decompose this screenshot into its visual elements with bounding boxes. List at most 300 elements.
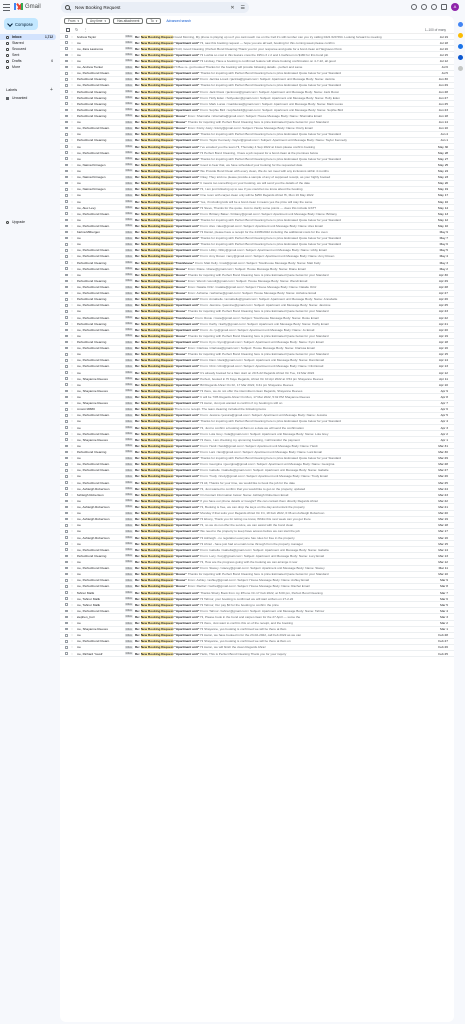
row-checkbox[interactable] [65,390,68,393]
row-checkbox[interactable] [65,102,68,105]
row-checkbox[interactable] [65,542,68,545]
star-icon[interactable]: ☆ [70,107,74,112]
row-checkbox[interactable] [65,133,68,136]
row-checkbox[interactable] [65,383,68,386]
row-date: Jul 6 [441,65,448,70]
row-checkbox[interactable] [65,463,68,466]
star-icon[interactable]: ☆ [70,504,74,509]
star-icon[interactable]: ☆ [70,327,74,332]
labels-heading: Labels [6,88,18,92]
row-checkbox[interactable] [65,212,68,215]
gmail-logo[interactable] [14,3,41,10]
star-icon[interactable]: ☆ [70,278,74,283]
row-date: Mar 26 [438,474,448,479]
unread-count: 1,712 [45,35,53,39]
star-icon[interactable]: ☆ [70,352,74,357]
star-icon[interactable]: ☆ [70,321,74,326]
star-icon[interactable]: ☆ [70,101,74,106]
row-sender: me [76,352,81,357]
row-checkbox[interactable] [65,310,68,313]
star-icon[interactable]: ☆ [70,608,74,613]
row-quote: "Apartment unit" [174,395,200,399]
star-icon[interactable]: ☆ [70,596,74,601]
star-icon[interactable]: ☆ [70,419,74,424]
row-checkbox[interactable] [65,182,68,185]
row-date: May 20 [438,181,449,186]
search-bar[interactable] [61,2,249,13]
row-checkbox[interactable] [65,438,68,441]
row-checkbox[interactable] [65,481,68,484]
row-checkbox[interactable] [65,500,68,503]
upgrade-link[interactable] [6,220,25,224]
contacts-icon[interactable] [458,55,463,60]
row-checkbox[interactable] [65,457,68,460]
row-sender: me, Shayanne Reeves [76,388,108,393]
star-icon[interactable]: ☆ [70,559,74,564]
row-checkbox[interactable] [65,634,68,637]
chip-to[interactable]: To ▾ [146,18,161,24]
clear-search-icon[interactable]: ✕ [230,4,235,11]
row-checkbox[interactable] [65,469,68,472]
star-icon[interactable]: ☆ [70,40,74,45]
row-snippet: From: Rachel <rachel@gmail.com> Subject: House Message Body: Name: Rachel Email [187,584,310,589]
message-row[interactable] [60,651,454,657]
star-icon[interactable]: ☆ [70,126,74,131]
star-icon[interactable]: ☆ [70,144,74,149]
keep-icon[interactable] [458,33,463,38]
star-icon[interactable]: ☆ [70,315,74,320]
star-icon[interactable]: ☆ [70,474,74,479]
row-checkbox[interactable] [65,35,68,38]
row-checkbox[interactable] [65,127,68,130]
star-icon[interactable]: ☆ [70,456,74,461]
row-checkbox[interactable] [65,151,68,154]
star-icon[interactable]: ☆ [70,633,74,638]
row-checkbox[interactable] [65,219,68,222]
add-label-icon[interactable]: + [50,87,53,93]
star-icon[interactable]: ☆ [70,480,74,485]
star-icon[interactable]: ☆ [70,223,74,228]
star-icon[interactable]: ☆ [70,431,74,436]
star-icon[interactable]: ☆ [70,413,74,418]
row-checkbox[interactable] [65,487,68,490]
star-icon[interactable]: ☆ [70,651,74,656]
row-checkbox[interactable] [65,610,68,613]
row-checkbox[interactable] [65,164,68,167]
inbox-tag: Inbox [125,254,132,258]
row-checkbox[interactable] [65,353,68,356]
row-date: Apr 2 [440,431,448,436]
star-icon[interactable]: ☆ [70,566,74,571]
compose-button[interactable] [4,18,38,30]
row-checkbox[interactable] [65,292,68,295]
row-checkbox[interactable] [65,555,68,558]
row-checkbox[interactable] [65,170,68,173]
row-quote: "Apartment unit" [174,443,200,448]
apps-grid-icon[interactable] [441,4,447,10]
row-checkbox[interactable] [65,329,68,332]
row-date: Apr 6 [440,407,448,412]
row-checkbox[interactable] [65,579,68,582]
row-checkbox[interactable] [65,322,68,325]
row-date: Mar 20 [438,511,448,516]
row-checkbox[interactable] [65,506,68,509]
star-icon[interactable]: ☆ [70,217,74,222]
star-icon[interactable]: ☆ [70,309,74,314]
row-checkbox[interactable] [65,475,68,478]
row-quote: "House" [174,291,187,296]
row-sender: Perfectbond Cleaning [76,553,107,558]
row-checkbox[interactable] [65,573,68,576]
star-icon[interactable]: ☆ [70,230,74,235]
row-checkbox[interactable] [65,377,68,380]
row-checkbox[interactable] [65,225,68,228]
row-checkbox[interactable] [65,72,68,75]
star-icon[interactable]: ☆ [70,333,74,338]
star-icon[interactable]: ☆ [70,535,74,540]
account-avatar[interactable]: A [451,3,459,11]
star-icon[interactable]: ☆ [70,395,74,399]
star-icon[interactable]: ☆ [70,498,74,503]
row-checkbox[interactable] [65,548,68,551]
row-quote: "Apartment unit" [174,211,200,216]
star-icon[interactable]: ☆ [70,425,74,430]
star-icon[interactable]: ☆ [70,388,74,393]
inbox-tag: Inbox [125,41,132,45]
star-icon[interactable]: ☆ [70,211,74,216]
row-quote: "Apartment unit" [174,303,200,308]
inbox-tag: Inbox [125,413,132,417]
star-icon[interactable]: ☆ [70,449,74,454]
select-all-checkbox[interactable] [66,28,70,32]
star-icon[interactable]: ☆ [70,77,74,82]
row-checkbox[interactable] [65,249,68,252]
star-icon[interactable]: ☆ [70,120,74,125]
star-icon[interactable]: ☆ [70,71,74,76]
row-checkbox[interactable] [65,396,68,399]
row-sender: me, Perfectbond Cleani. [76,547,110,552]
row-checkbox[interactable] [65,628,68,631]
star-icon[interactable]: ☆ [70,150,74,155]
refresh-icon[interactable]: ↻ [75,27,79,32]
star-icon[interactable]: ☆ [70,175,74,180]
row-checkbox[interactable] [65,280,68,283]
row-checkbox[interactable] [65,414,68,417]
row-checkbox[interactable] [65,145,68,148]
star-icon[interactable]: ☆ [70,602,74,607]
row-checkbox[interactable] [65,652,68,655]
star-icon[interactable]: ☆ [70,156,74,161]
row-quote: "Apartment unit" [174,370,200,375]
star-icon[interactable]: ☆ [70,132,74,137]
star-icon[interactable]: ☆ [70,205,74,210]
row-checkbox[interactable] [65,451,68,454]
search-highlight: New Booking Request [140,645,174,650]
row-checkbox[interactable] [65,261,68,264]
star-icon[interactable]: ☆ [70,627,74,632]
row-snippet: From: Jack Rossi <jackrossi@gmail.com> Subject: Apartment unit Message Body: Name: Jack Rossi [200,89,339,94]
star-icon[interactable]: ☆ [70,34,74,39]
row-checkbox[interactable] [65,561,68,564]
star-icon[interactable]: ☆ [70,486,74,491]
row-date: Mar 3 [440,614,448,619]
row-checkbox[interactable] [65,96,68,99]
add-app-icon[interactable] [458,66,463,71]
star-icon[interactable]: ☆ [70,199,74,204]
row-snippet: From: Tahnur <tahnur@gmail.com> Subject: Apartment unit Message Body: Name: Tahnur [200,608,325,613]
star-icon[interactable]: ☆ [70,401,74,406]
star-icon[interactable]: ☆ [70,168,74,173]
row-checkbox[interactable] [65,267,68,270]
star-icon[interactable]: ☆ [70,358,74,363]
row-subject: Re: New Booking Request "Apartment unit" [134,340,200,345]
row-checkbox[interactable] [65,646,68,649]
row-checkbox[interactable] [65,243,68,246]
row-sender: me, Andrew Tucker [76,65,104,70]
star-icon[interactable]: ☆ [70,340,74,345]
sidebar-item-more[interactable] [0,64,56,70]
row-checkbox[interactable] [65,567,68,570]
chip-has-attachment[interactable] [113,18,143,24]
row-checkbox[interactable] [65,231,68,234]
row-subject: Re: New Booking Request "Apartment unit" [134,150,200,155]
row-checkbox[interactable] [65,585,68,588]
star-icon[interactable]: ☆ [70,162,74,167]
row-checkbox[interactable] [65,60,68,63]
search-input[interactable] [75,5,215,10]
settings-gear-icon[interactable] [431,4,437,10]
row-checkbox[interactable] [65,603,68,606]
star-icon[interactable]: ☆ [70,236,74,241]
star-icon[interactable]: ☆ [70,614,74,619]
row-sender: me [76,559,81,564]
row-sender: me [76,511,81,516]
star-icon[interactable]: ☆ [70,443,74,448]
more-vert-icon[interactable]: ⋮ [83,27,88,32]
row-checkbox[interactable] [65,512,68,515]
row-checkbox[interactable] [65,365,68,368]
row-date: Mar 23 [438,492,448,497]
star-icon[interactable]: ☆ [70,553,74,558]
row-snippet: From: Trudy <trudy@gmail.com> Subject: Apartment unit Message Body: Name: Trudy Email [200,474,328,479]
star-icon[interactable]: ☆ [70,297,74,302]
row-checkbox[interactable] [65,66,68,69]
star-icon[interactable]: ☆ [70,547,74,552]
star-icon[interactable]: ☆ [70,621,74,626]
row-date: Mar 19 [438,517,448,522]
row-quote: "Apartment unit" [174,517,200,522]
star-icon[interactable]: ☆ [70,541,74,546]
row-snippet: Good to hear that, we have scheduled your booking for the requested date [200,162,303,167]
row-checkbox[interactable] [65,90,68,93]
search-icon[interactable] [65,5,71,11]
row-checkbox[interactable] [65,530,68,533]
row-checkbox[interactable] [65,359,68,362]
row-checkbox[interactable] [65,188,68,191]
tasks-icon[interactable] [458,44,463,49]
active-status-icon[interactable] [411,4,417,10]
search-highlight: New Booking Request [140,113,174,118]
row-checkbox[interactable] [65,432,68,435]
row-checkbox[interactable] [65,194,68,197]
calendar-icon[interactable] [458,22,463,27]
star-icon[interactable]: ☆ [70,187,74,192]
row-checkbox[interactable] [65,176,68,179]
row-date: Jun 27 [438,95,448,100]
row-date: Apr 26 [438,297,448,302]
row-checkbox[interactable] [65,402,68,405]
row-checkbox[interactable] [65,304,68,307]
row-checkbox[interactable] [65,298,68,301]
row-checkbox[interactable] [65,640,68,643]
row-checkbox[interactable] [65,286,68,289]
row-checkbox[interactable] [65,622,68,625]
row-checkbox[interactable] [65,335,68,338]
star-icon[interactable]: ☆ [70,52,74,57]
pagination-info: 1–100 of many [424,27,446,32]
row-snippet: Hi Steve, Thanks for the quote. Just to clarify some points — does this include GST? [200,205,317,210]
star-icon[interactable]: ☆ [70,511,74,516]
row-checkbox[interactable] [65,237,68,240]
row-sender: me, Perfectbond Cleani. [76,126,110,131]
star-icon[interactable]: ☆ [70,639,74,644]
main-menu-icon[interactable] [3,4,10,11]
star-icon[interactable]: ☆ [70,254,74,259]
row-subject: Re: New Booking Request "House" [134,572,187,577]
star-icon[interactable]: ☆ [70,517,74,522]
row-checkbox[interactable] [65,371,68,374]
chip-from[interactable]: From ▾ [64,18,83,24]
row-checkbox[interactable] [65,347,68,350]
star-icon[interactable]: ☆ [70,529,74,534]
row-checkbox[interactable] [65,200,68,203]
star-icon[interactable]: ☆ [70,364,74,369]
row-checkbox[interactable] [65,408,68,411]
row-checkbox[interactable] [65,41,68,44]
row-subject: Re: New Booking Request "Apartment unit" [134,596,200,601]
row-snippet: Thanks for inquiring with Perfect Bond Cleaning here is price Estimated Quote below for your Standard [187,120,329,125]
star-icon[interactable]: ☆ [70,266,74,271]
label-unwanted[interactable] [6,96,27,100]
star-icon[interactable]: ☆ [70,572,74,577]
star-icon[interactable]: ☆ [70,468,74,473]
row-checkbox[interactable] [65,420,68,423]
row-checkbox[interactable] [65,255,68,258]
row-snippet: From: Mark Lucas <marklucas@gmail.com> Subject: Apartment unit Message Body: Name: Mark Lucas [200,101,343,106]
row-checkbox[interactable] [65,206,68,209]
star-icon[interactable]: ☆ [70,523,74,528]
star-icon[interactable]: ☆ [70,89,74,94]
row-checkbox[interactable] [65,84,68,87]
star-icon[interactable]: ☆ [70,181,74,186]
star-icon[interactable]: ☆ [70,407,74,412]
star-icon[interactable]: ☆ [70,382,74,387]
star-icon[interactable]: ☆ [70,492,74,497]
star-icon[interactable]: ☆ [70,83,74,88]
row-checkbox[interactable] [65,445,68,448]
row-checkbox[interactable] [65,426,68,429]
row-checkbox[interactable] [65,524,68,527]
row-sender: me [76,40,81,45]
star-icon[interactable]: ☆ [70,242,74,247]
row-quote: "House" [174,346,187,351]
star-icon[interactable]: ☆ [70,291,74,296]
star-icon[interactable]: ☆ [70,584,74,589]
star-icon[interactable]: ☆ [70,578,74,583]
row-checkbox[interactable] [65,518,68,521]
star-icon[interactable]: ☆ [70,370,74,375]
row-checkbox[interactable] [65,274,68,277]
row-checkbox[interactable] [65,536,68,539]
star-icon[interactable]: ☆ [70,58,74,63]
row-snippet: Thanks for inquiring with Perfect Bond Cleaning here is price Estimated Quote below for your Standard [187,352,329,357]
star-icon[interactable]: ☆ [70,285,74,290]
row-quote: "Apartment unit" [174,187,200,192]
search-highlight: New Booking Request [140,584,174,589]
star-icon[interactable]: ☆ [70,346,74,351]
star-icon[interactable]: ☆ [70,376,74,381]
star-icon[interactable]: ☆ [70,95,74,100]
row-sender: me, Perfectbond Cleani. [76,358,110,363]
help-icon[interactable] [421,4,427,10]
search-chips [60,16,454,26]
row-checkbox[interactable] [65,139,68,142]
star-icon[interactable]: ☆ [70,46,74,51]
row-subject: Re: New Booking Request "Apartment unit" [134,156,200,161]
star-icon[interactable]: ☆ [70,138,74,143]
search-options-icon[interactable]: ☰ [240,4,245,11]
row-checkbox[interactable] [65,115,68,118]
row-date: Jun 4 [440,132,448,137]
row-checkbox[interactable] [65,597,68,600]
row-snippet: From: Kathy <kathy@gmail.com> Subject: Apartment unit Message Body: Name: Kathy Email [200,321,329,326]
chip-any-time[interactable]: Any time ▾ [86,18,110,24]
star-icon[interactable]: ☆ [70,645,74,650]
row-checkbox[interactable] [65,121,68,124]
row-checkbox[interactable] [65,591,68,594]
sidebar-item-label: More [12,65,21,69]
row-quote: "Apartment unit" [174,71,200,76]
star-icon[interactable]: ☆ [70,590,74,595]
row-checkbox[interactable] [65,78,68,81]
row-checkbox[interactable] [65,47,68,50]
row-checkbox[interactable] [65,157,68,160]
row-checkbox[interactable] [65,493,68,496]
star-icon[interactable]: ☆ [70,193,74,198]
star-icon[interactable]: ☆ [70,437,74,442]
star-icon[interactable]: ☆ [70,248,74,253]
row-sender: me [76,395,81,399]
row-sender: Perfectbond Cleaning [76,278,107,283]
row-checkbox[interactable] [65,616,68,619]
search-highlight: New Booking Request [140,120,174,125]
row-subject: Re: New Booking Request "Apartment unit" [134,138,200,143]
row-checkbox[interactable] [65,54,68,57]
inbox-tag: Inbox [125,297,132,301]
star-icon[interactable]: ☆ [70,65,74,70]
star-icon[interactable]: ☆ [70,272,74,277]
search-highlight: New Booking Request [140,614,174,619]
row-checkbox[interactable] [65,316,68,319]
row-checkbox[interactable] [65,341,68,344]
star-icon[interactable]: ☆ [70,303,74,308]
row-checkbox[interactable] [65,109,68,112]
star-icon[interactable]: ☆ [70,462,74,467]
star-icon[interactable]: ☆ [70,113,74,118]
star-icon[interactable]: ☆ [70,260,74,265]
advanced-search-link[interactable]: Advanced search [166,19,192,23]
search-highlight: New Booking Request [140,346,174,351]
